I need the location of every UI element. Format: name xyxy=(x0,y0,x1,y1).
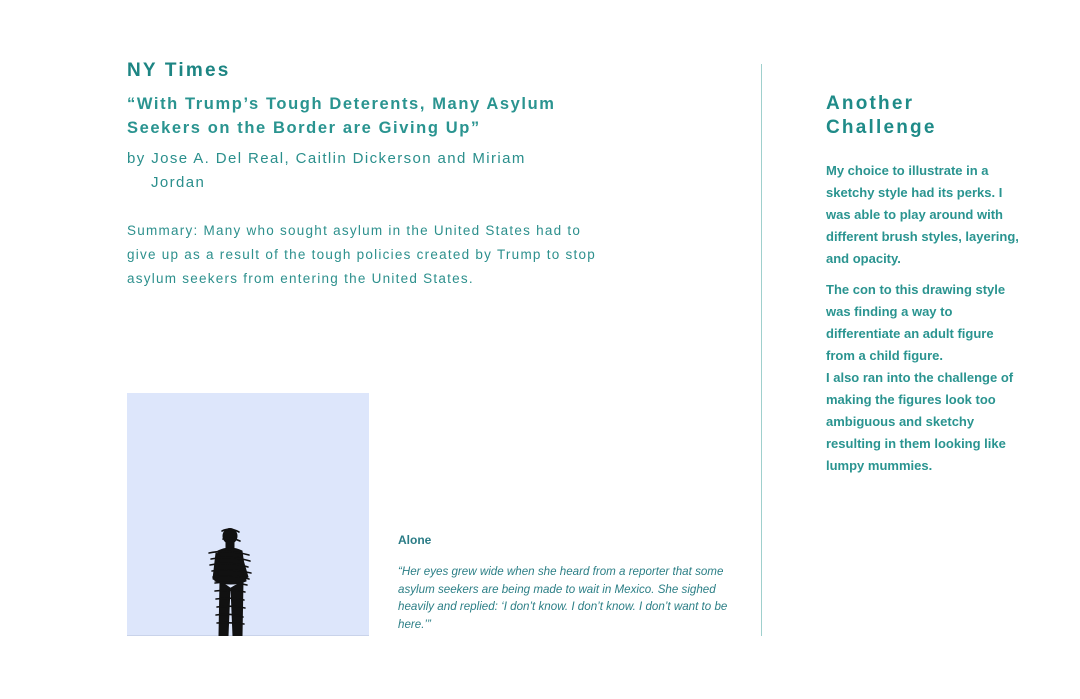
figure-left-leg xyxy=(219,581,230,636)
sidebar-paragraph-3: I also ran into the challenge of making the figures look too ambiguous and sketchy resulting in them looking like lumpy mummies. xyxy=(826,370,1014,473)
article-summary: Summary: Many who sought asylum in the United States had to give up as a result of the tough policies created by Trump to stop asylum seekers from entering the United States. xyxy=(127,223,596,286)
sidebar-title: Another Challenge xyxy=(826,93,937,138)
article-headline: “With Trump’s Tough Deterents, Many Asylum Seekers on the Border are Giving Up” xyxy=(127,95,556,137)
caption-quote: “Her eyes grew wide when she heard from a reporter that some asylum seekers are being made to wait in Mexico. She sighed heavily and replied: ‘I don’t know. I don’t know. I don’t want to be here.’” xyxy=(398,565,728,632)
sidebar-paragraph-group xyxy=(826,279,1021,477)
caption-title: Alone xyxy=(398,533,432,547)
column-divider xyxy=(761,64,762,636)
sidebar-paragraph-2: The con to this drawing style was finding a way to differentiate an adult figure from a child figure. xyxy=(826,282,1006,363)
lone-figure-illustration xyxy=(127,393,369,636)
sidebar-paragraph-1: My choice to illustrate in a sketchy style had its perks. I was able to play around with different brush styles, layering, and opacity. xyxy=(826,163,1019,266)
figure-neck xyxy=(226,542,234,548)
figure-drawing xyxy=(127,393,369,636)
article-byline: by Jose A. Del Real, Caitlin Dickerson and Miriam Jordan xyxy=(127,150,526,191)
figure-right-leg xyxy=(231,581,243,636)
source-title: NY Times xyxy=(127,60,231,81)
